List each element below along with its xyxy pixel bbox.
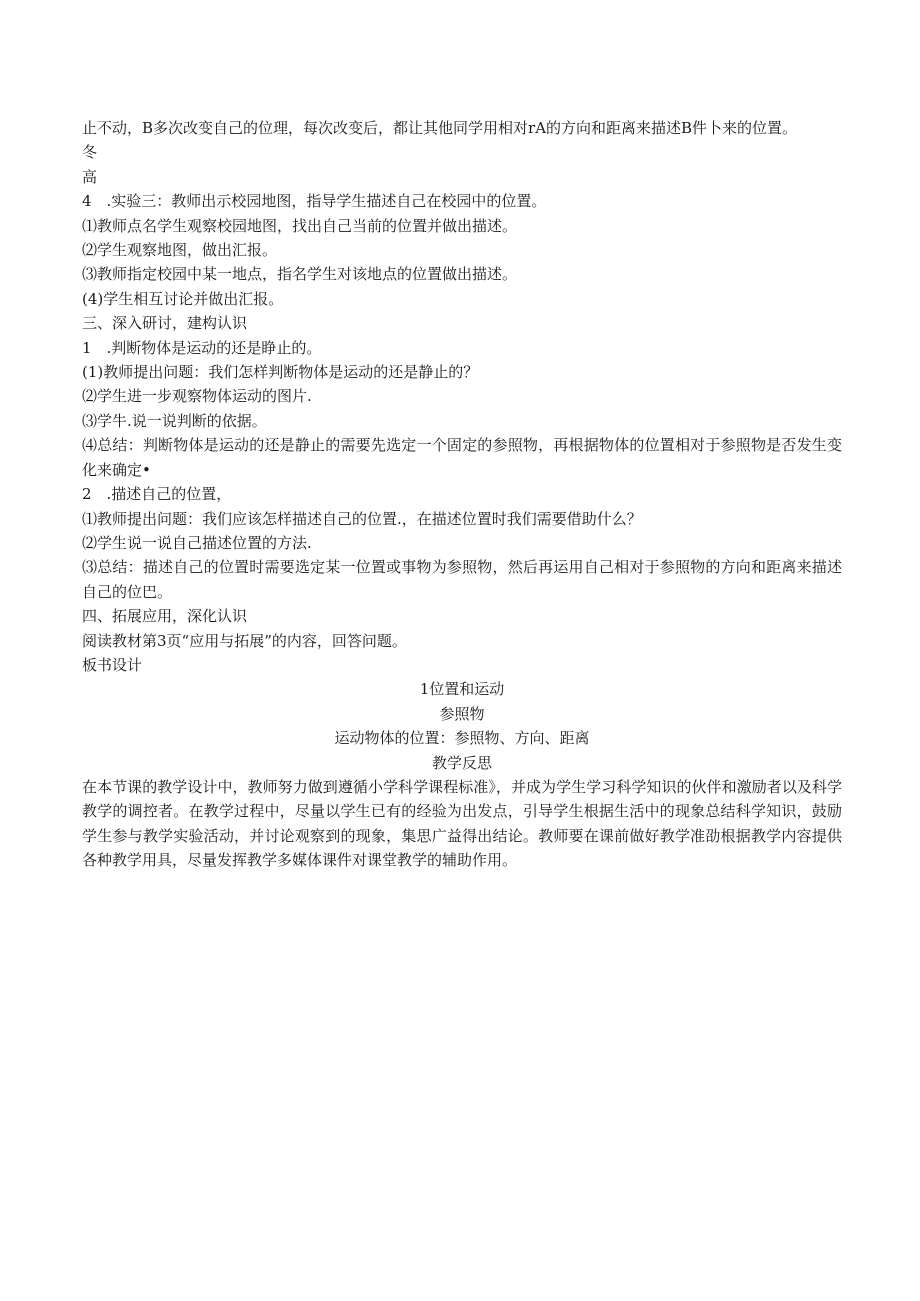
board-design-heading: 板书设计 — [82, 655, 143, 674]
step-1: ⑴教师点名学生观察校园地图，找出自己当前的位置并做出描述。 — [82, 216, 518, 235]
stray-char-1: 冬 — [82, 143, 98, 162]
step-2: ⑵学生观察地图，做出汇报。 — [82, 241, 278, 260]
section-3-heading: 三、深入研讨，建构认识 — [82, 314, 248, 333]
topic-1-step-4: ⑷总结：判断物体是运动的还是静止的需要先选定一个固定的参照物，再根据物体的位置相对于参照物是否发生变化来确定• — [82, 436, 842, 479]
board-line-position: 运动物体的位置：参照物、方向、距离 — [334, 729, 590, 748]
reflection-heading: 教学反思 — [431, 753, 492, 772]
step-4: (4)学生相互讨论并做出汇报。 — [82, 289, 284, 308]
topic-1-heading: 1 .判断物体是运动的还是睁止的。 — [82, 338, 322, 357]
document-page — [82, 116, 842, 873]
reading-task: 阅读教材第3页“应用与拓展”的内容，回答问题。 — [82, 631, 407, 650]
topic-2-step-2: ⑵学生说一说自己描述位置的方法. — [82, 533, 312, 552]
topic-2-step-3: ⑶总结：描述自己的位置时需要选定某一位置或事物为参照物，然后再运用自己相对于参照物的方向和距离来描述自己的位巴。 — [82, 558, 842, 601]
board-line-reference: 参照物 — [439, 704, 485, 723]
topic-1-step-1: (1)教师提出问题：我们怎样判断物体是运动的还是静止的？ — [82, 363, 479, 382]
topic-2-step-1: ⑴教师提出问题：我们应该怎样描述自己的位置.，在描述位置时我们需要借助什么？ — [82, 509, 642, 528]
topic-1-step-3: ⑶学牛.说一说判断的依据。 — [82, 411, 267, 430]
experiment-3-heading: 4 .实验三：教师出示校园地图，指导学生描述自己在校园中的位置。 — [82, 192, 547, 211]
step-3: ⑶教师指定校园中某一地点，指名学生对该地点的位置做出描述。 — [82, 265, 518, 284]
section-4-heading: 四、拓展应用，深化认识 — [82, 607, 248, 626]
stray-char-2: 高 — [82, 167, 98, 186]
reflection-body: 在本节课的教学设计中，教师努力做到遵循小学科学课程标准》，并成为学生学习科学知识的伙伴和激励者以及科学教学的调控者。在教学过程中，尽量以学生已有的经验为出发点，引导学生根据生活中的现象总结科学知识，鼓励学生参与教学实验活动，并讨论观察到的现象，集思广益得出结论。教师要在课前做好教学准劭根据教学内容提供各种教学用具，尽量发挥教学多媒体课件对课堂教学的辅助作用。 — [82, 777, 842, 870]
para-continuation: 止不动，B多次改变自己的位理，每次改变后，都让其他同学用相对rA的方向和距离来描述B件卜来的位置。 — [82, 119, 798, 137]
lesson-body — [82, 116, 842, 677]
topic-2-heading: 2 .描述自己的位置， — [82, 485, 232, 504]
topic-1-step-2: ⑵学生进一步观察物体运动的图片. — [82, 387, 312, 406]
board-title: 1位置和运动 — [419, 680, 505, 699]
